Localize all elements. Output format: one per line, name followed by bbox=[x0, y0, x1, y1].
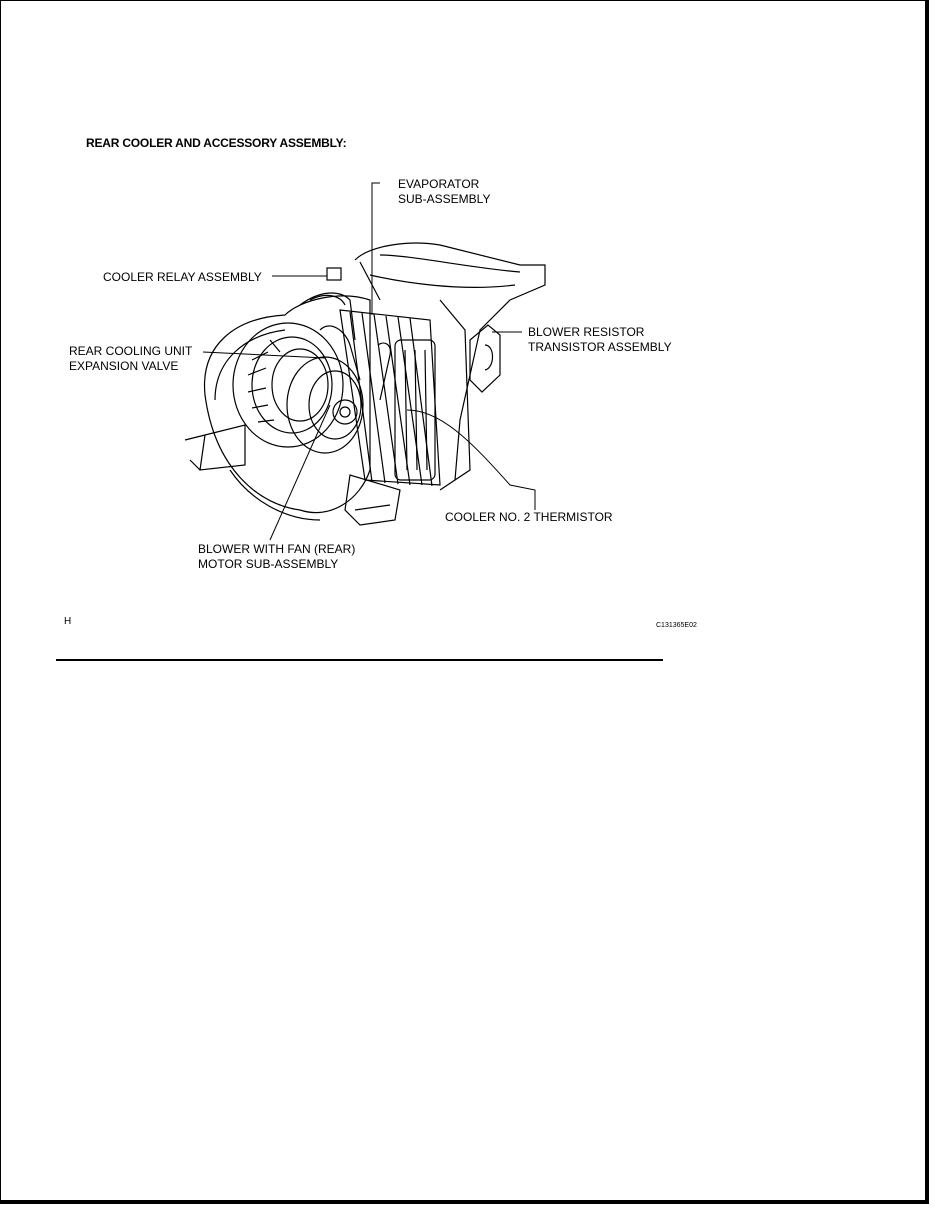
label-cooler-relay: COOLER RELAY ASSEMBLY bbox=[103, 270, 262, 284]
label-evaporator: EVAPORATOR SUB-ASSEMBLY bbox=[398, 177, 491, 206]
leader-expansion bbox=[203, 352, 325, 358]
figure-title: REAR COOLER AND ACCESSORY ASSEMBLY: bbox=[86, 136, 347, 150]
blower-resistor bbox=[470, 325, 500, 392]
duct-bracket bbox=[185, 425, 245, 470]
label-blower-motor: BLOWER WITH FAN (REAR) MOTOR SUB-ASSEMBLY bbox=[198, 542, 356, 571]
cooler-relay bbox=[327, 268, 341, 280]
label-blower-resistor: BLOWER RESISTOR TRANSISTOR ASSEMBLY bbox=[528, 325, 672, 354]
blower-motor bbox=[287, 357, 363, 453]
leader-blower bbox=[270, 405, 330, 540]
label-expansion-valve: REAR COOLING UNIT EXPANSION VALVE bbox=[69, 344, 193, 373]
fan-wheel bbox=[233, 323, 343, 447]
label-thermistor: COOLER NO. 2 THERMISTOR bbox=[445, 510, 613, 524]
cooler-case bbox=[355, 243, 545, 490]
section-mark: H bbox=[64, 616, 72, 627]
section-divider bbox=[56, 659, 663, 661]
figure-code: C131365E02 bbox=[656, 622, 697, 629]
drain-outlet bbox=[345, 475, 400, 525]
